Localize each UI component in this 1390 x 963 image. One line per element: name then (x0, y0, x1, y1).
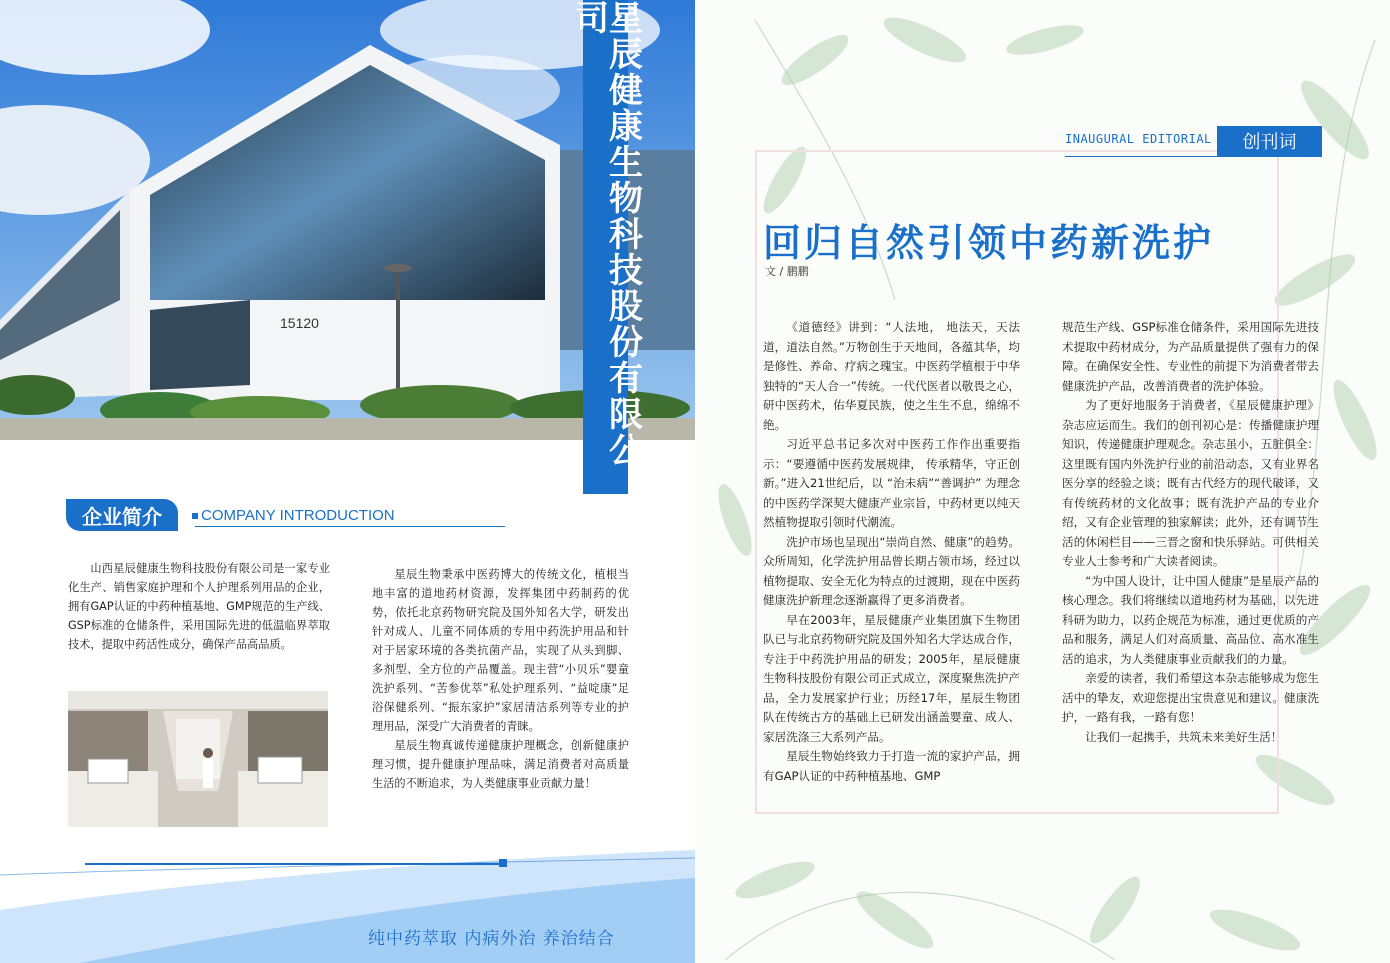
article-paragraph: 亲爱的读者，我们希望这本杂志能够成为您生活中的挚友，欢迎您提出宝贵意见和建议。健康洗护，一路有我，一路有您！ (1062, 671, 1319, 724)
article-title: 回归自然引领中药新洗护 (763, 221, 1215, 265)
intro-paragraph: 山西星辰健康生物科技股份有限公司是一家专业化生产、销售家庭护理和个人护理系列用品的企业，拥有GAP认证的中药种植基地、GMP规范的生产线、GSP标准的仓储条件，采用国际先进的低温临界萃取技术，提取中药活性成分，确保产品高品质。 (68, 562, 330, 651)
article-paragraph: 为了更好地服务于消费者，《星辰健康护理》杂志应运而生。我们的创刊初心是：传播健康护理知识，传递健康护理观念。杂志虽小，五脏俱全：这里既有国内外洗护行业的前沿动态，又有业界名医分享的经验之谈；既有古代经方的现代破译，又有传统药材的文化故事；既有洗护产品的专业介绍，又有企业管理的独家解读；此外，还有调节生活的休闲栏目——三晋之窗和快乐驿站。可供相关专业人士参考和广大读者阅读。 (1062, 398, 1319, 568)
article-paragraph: 习近平总书记多次对中医药工作作出重要指示：“要遵循中医药发展规律， 传承精华，守正创新。”进入21世纪后，以 “治未病”“善调护” 为理念的中医药学深契大健康产业宗旨，中药材更以纯天然植物提取引领时代潮流。 (763, 437, 1020, 529)
article-author: 文 / 鹏鹏 (765, 265, 809, 278)
square-bullet-icon (192, 513, 198, 519)
slogan: 纯中药萃取 内病外治 养治结合 (368, 929, 615, 949)
editorial-label-cn: 创刊词 (1217, 126, 1322, 156)
intro-column-1 (68, 559, 330, 654)
article-paragraph: “为中国人设计，让中国人健康”是星辰产品的核心理念。我们将继续以道地药材为基础，以先进科研为助力，以药企规范为标准，通过更优质的产品和服务，满足人们对高质量、高品位、高水准生活的追求，为人类健康事业贡献我们的力量。 (1062, 573, 1319, 666)
company-name-banner (568, 0, 643, 494)
editorial-label-en: INAUGURAL EDITORIAL (1065, 132, 1212, 146)
editorial-rule (1065, 156, 1322, 157)
intro-paragraph: 星辰生物真诚传递健康护理概念，创新健康护理习惯，提升健康护理品味，满足消费者对高质量生活的不断追求，为人类健康事业贡献力量！ (372, 739, 629, 790)
section-title-en: COMPANY INTRODUCTION (201, 506, 395, 524)
article-paragraph: 洗护市场也呈现出“崇尚自然、健康”的趋势。众所周知，化学洗护用品曾长期占领市场，经过以植物提取、安全无化为特点的过渡期，现在中医药健康洗护新理念逐渐赢得了更多消费者。 (763, 534, 1020, 607)
article-column-1 (763, 318, 1020, 786)
lab-photo (68, 691, 328, 827)
intro-column-2 (372, 565, 629, 793)
bottom-rule (85, 863, 500, 865)
article-paragraph: 让我们一起携手，共筑未来美好生活！ (1085, 729, 1283, 744)
article-paragraph: 《道德经》讲到：“人法地， 地法天，天法道，道法自然。”万物创生于天地间，各蕴其华，均是修性、养命、疗病之瑰宝。中医药学植根于中华独特的“天人合一”传统。一代代医者以敬畏之心，研中医药术，佑华夏民族，使之生生不息，绵绵不绝。 (763, 320, 1020, 432)
square-marker-icon (499, 859, 507, 867)
article-paragraph: 规范生产线、GSP标准仓储条件，采用国际先进技术提取中药材成分，为产品质量提供了强有力的保障。在确保安全性、专业性的前提下为消费者带去健康洗护产品，改善消费者的洗护体验。 (1062, 320, 1319, 393)
article-column-2 (1062, 318, 1319, 747)
intro-paragraph: 星辰生物秉承中医药博大的传统文化，植根当地丰富的道地药材资源，发挥集团中药制药的优势，依托北京药物研究院及国外知名大学，研发出针对成人、儿童不同体质的专用中药洗护用品和针对于居家环境的各类抗菌产品，实现了从头到脚、多剂型、全方位的产品覆盖。现主营“小贝乐”婴童洗护系列、“苦参优萃”私处护理系列、“益啶康”足浴保健系列、“振东家护”家居清洁系列等专业的护理用品，深受广大消费者的青睐。 (372, 568, 629, 733)
company-name: 星辰健康生物科技股份有限公司 (568, 0, 643, 468)
section-title-en-wrap (192, 507, 395, 524)
building-number: 15120 (280, 315, 319, 331)
section-rule (195, 526, 505, 527)
article-paragraph: 早在2003年，星辰健康产业集团旗下生物团队已与北京药物研究院及国外知名大学达成合作，专注于中药洗护用品的研发；2005年，星辰健康生物科技股份有限公司正式成立，深度聚焦洗护产品，全力发展家护行业；历经17年，星辰生物团队在传统古方的基础上已研发出涵盖婴童、成人、家居洗涤三大系列产品。 (763, 612, 1020, 744)
right-page (695, 0, 1390, 963)
section-title-cn: 企业简介 (66, 499, 178, 531)
article-paragraph: 星辰生物始终致力于打造一流的家护产品，拥有GAP认证的中药种植基地、GMP (763, 749, 1020, 783)
